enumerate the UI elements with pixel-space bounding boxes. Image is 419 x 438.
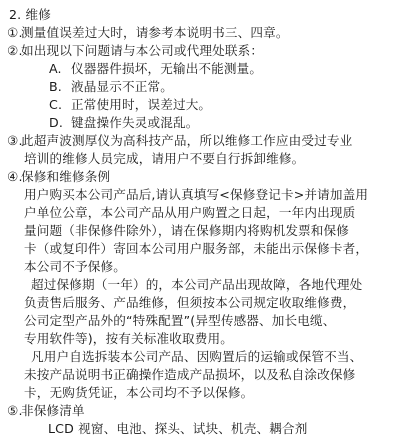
document-page xyxy=(7,6,417,438)
item-3-text: 此超声波测厚仪为高科技产品，所以维修工作应由受过专业 xyxy=(21,133,353,148)
warranty-paragraph-2-line: 超过保修期（一年）的，本公司产品出现故障，各地代理处 xyxy=(31,277,363,292)
item-5-number: ⑤. xyxy=(7,403,23,418)
warranty-paragraph-1-line: 量问题（非保修件除外），请在保修期内将购机发票和保修 xyxy=(24,223,350,238)
warranty-paragraph-1-line: 卡（或复印件）寄回本公司用户服务部，未能出示保修卡者， xyxy=(24,241,369,256)
item-5-heading: 非保修清单 xyxy=(21,403,85,418)
item-5 xyxy=(7,402,417,420)
section-title: 2. 维修 xyxy=(9,7,51,22)
item-2-sub-b xyxy=(7,78,417,96)
item-4 xyxy=(7,168,417,186)
sub-text: 仪器器件损坏，无输出不能测量。 xyxy=(71,61,263,76)
non-warranty-list: LCD 视窗、电池、探头、试块、机壳、耦合剂 xyxy=(48,421,308,436)
sub-letter: A. xyxy=(49,61,62,76)
sub-letter: C. xyxy=(49,97,63,112)
sub-text: 正常使用时，误差过大。 xyxy=(71,97,212,112)
item-4-heading: 保修和维修条例 xyxy=(21,169,111,184)
item-1 xyxy=(7,24,417,42)
item-3-number: ③. xyxy=(7,133,23,148)
warranty-paragraph-3-line: 凡用户自选拆装本公司产品、因购置后的运输或保管不当、 xyxy=(31,349,363,364)
item-3 xyxy=(7,132,417,150)
warranty-paragraph-3-line: 卡，无购货凭证，本公司均不予以保修。 xyxy=(24,385,254,400)
warranty-paragraph-3-line: 未按产品说明书正确操作造成产品损坏，以及私自涂改保修 xyxy=(24,367,356,382)
item-4-number: ④. xyxy=(7,169,23,184)
sub-letter: D. xyxy=(49,115,64,130)
sub-letter: B. xyxy=(49,79,62,94)
item-2-sub-d xyxy=(7,114,417,132)
warranty-paragraph-1-line: 户单位公章，本公司产品从用户购置之日起，一年内出现质 xyxy=(24,205,356,220)
item-2-sub-a xyxy=(7,60,417,78)
item-2-sub-c xyxy=(7,96,417,114)
warranty-paragraph-2-line: 专用软件等)，按有关标准收取费用。 xyxy=(24,331,233,346)
item-2-text: 如出现以下问题请与本公司或代理处联系： xyxy=(21,43,264,58)
warranty-paragraph-2-line: 公司定型产品外的“特殊配置”(异型传感器、加长电缆、 xyxy=(24,313,336,328)
item-3-continuation: 培训的维修人员完成，请用户不要自行拆卸维修。 xyxy=(24,151,305,166)
item-1-number: ①. xyxy=(7,25,23,40)
warranty-paragraph-2-line: 负责售后服务、产品维修，但须按本公司规定收取维修费， xyxy=(24,295,356,310)
item-1-text: 测量值误差过大时，请参考本说明书三、四章。 xyxy=(21,25,289,40)
item-2 xyxy=(7,42,417,60)
sub-text: 液晶显示不正常。 xyxy=(71,79,173,94)
warranty-paragraph-1-line: 用户购买本公司产品后,请认真填写<保修登记卡>并请加盖用 xyxy=(24,187,369,202)
warranty-paragraph-1-line: 本公司不予保修。 xyxy=(24,259,126,274)
item-2-number: ②. xyxy=(7,43,23,58)
sub-text: 键盘操作失灵或混乱。 xyxy=(71,115,199,130)
